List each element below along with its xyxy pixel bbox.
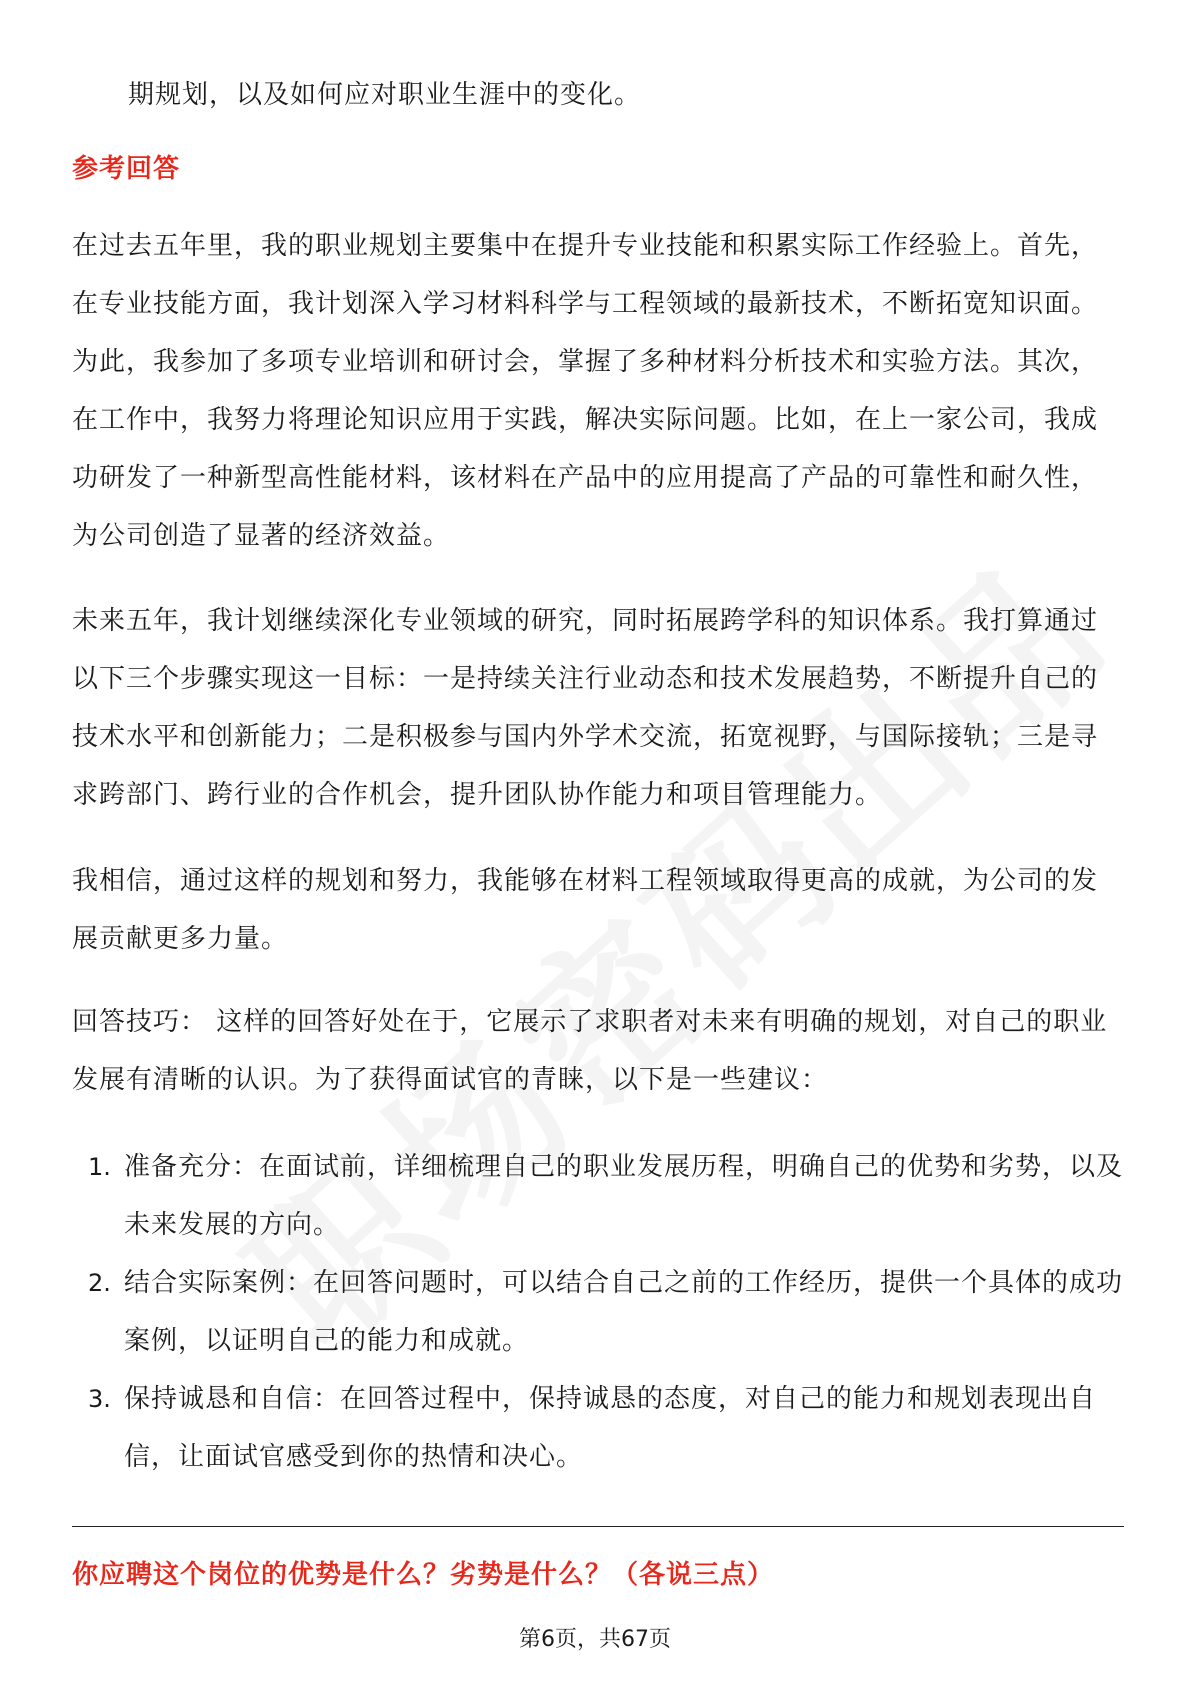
answer-paragraph-2: 未来五年，我计划继续深化专业领域的研究，同时拓展跨学科的知识体系。我打算通过以下三个步骤实现这一目标：一是持续关注行业动态和技术发展趋势，不断提升自己的技术水平和创新能力；二是积极参与国内外学术交流，拓宽视野，与国际接轨；三是寻求跨部门、跨行业的合作机会，提升团队协作能力和项目管理能力。 bbox=[72, 606, 1099, 810]
list-item-text: 保持诚恳和自信：在回答过程中，保持诚恳的态度，对自己的能力和规划表现出自信，让面试官感受到你的热情和决心。 bbox=[124, 1384, 1097, 1472]
list-item bbox=[72, 1370, 1124, 1486]
reference-answer-heading: 参考回答 bbox=[72, 154, 181, 184]
continuation-text: 期规划，以及如何应对职业生涯中的变化。 bbox=[128, 80, 642, 110]
list-item bbox=[72, 1138, 1124, 1254]
list-number: 1. bbox=[88, 1153, 111, 1181]
list-number: 3. bbox=[88, 1385, 111, 1413]
answer-paragraph-3: 我相信，通过这样的规划和努力，我能够在材料工程领域取得更高的成就，为公司的发展贡献更多力量。 bbox=[72, 866, 1099, 954]
list-item-text: 结合实际案例：在回答问题时，可以结合自己之前的工作经历，提供一个具体的成功案例，以证明自己的能力和成就。 bbox=[124, 1268, 1124, 1356]
page-footer: 第6页，共67页 bbox=[519, 1627, 671, 1652]
tips-list bbox=[72, 1138, 1124, 1486]
list-number: 2. bbox=[88, 1269, 111, 1297]
next-question-heading: 你应聘这个岗位的优势是什么？劣势是什么？（各说三点） bbox=[72, 1560, 775, 1590]
list-item bbox=[72, 1254, 1124, 1370]
answer-tips-intro: 回答技巧： 这样的回答好处在于，它展示了求职者对未来有明确的规划，对自己的职业发展有清晰的认识。为了获得面试官的青睐，以下是一些建议： bbox=[72, 1007, 1108, 1095]
answer-paragraph-1: 在过去五年里，我的职业规划主要集中在提升专业技能和积累实际工作经验上。首先，在专业技能方面，我计划深入学习材料科学与工程领域的最新技术，不断拓宽知识面。为此，我参加了多项专业培训和研讨会，掌握了多种材料分析技术和实验方法。其次，在工作中，我努力将理论知识应用于实践，解决实际问题。比如，在上一家公司，我成功研发了一种新型高性能材料，该材料在产品中的应用提高了产品的可靠性和耐久性，为公司创造了显著的经济效益。 bbox=[72, 231, 1099, 551]
section-divider bbox=[72, 1526, 1124, 1527]
list-item-text: 准备充分：在面试前，详细梳理自己的职业发展历程，明确自己的优势和劣势，以及未来发展的方向。 bbox=[124, 1152, 1124, 1240]
